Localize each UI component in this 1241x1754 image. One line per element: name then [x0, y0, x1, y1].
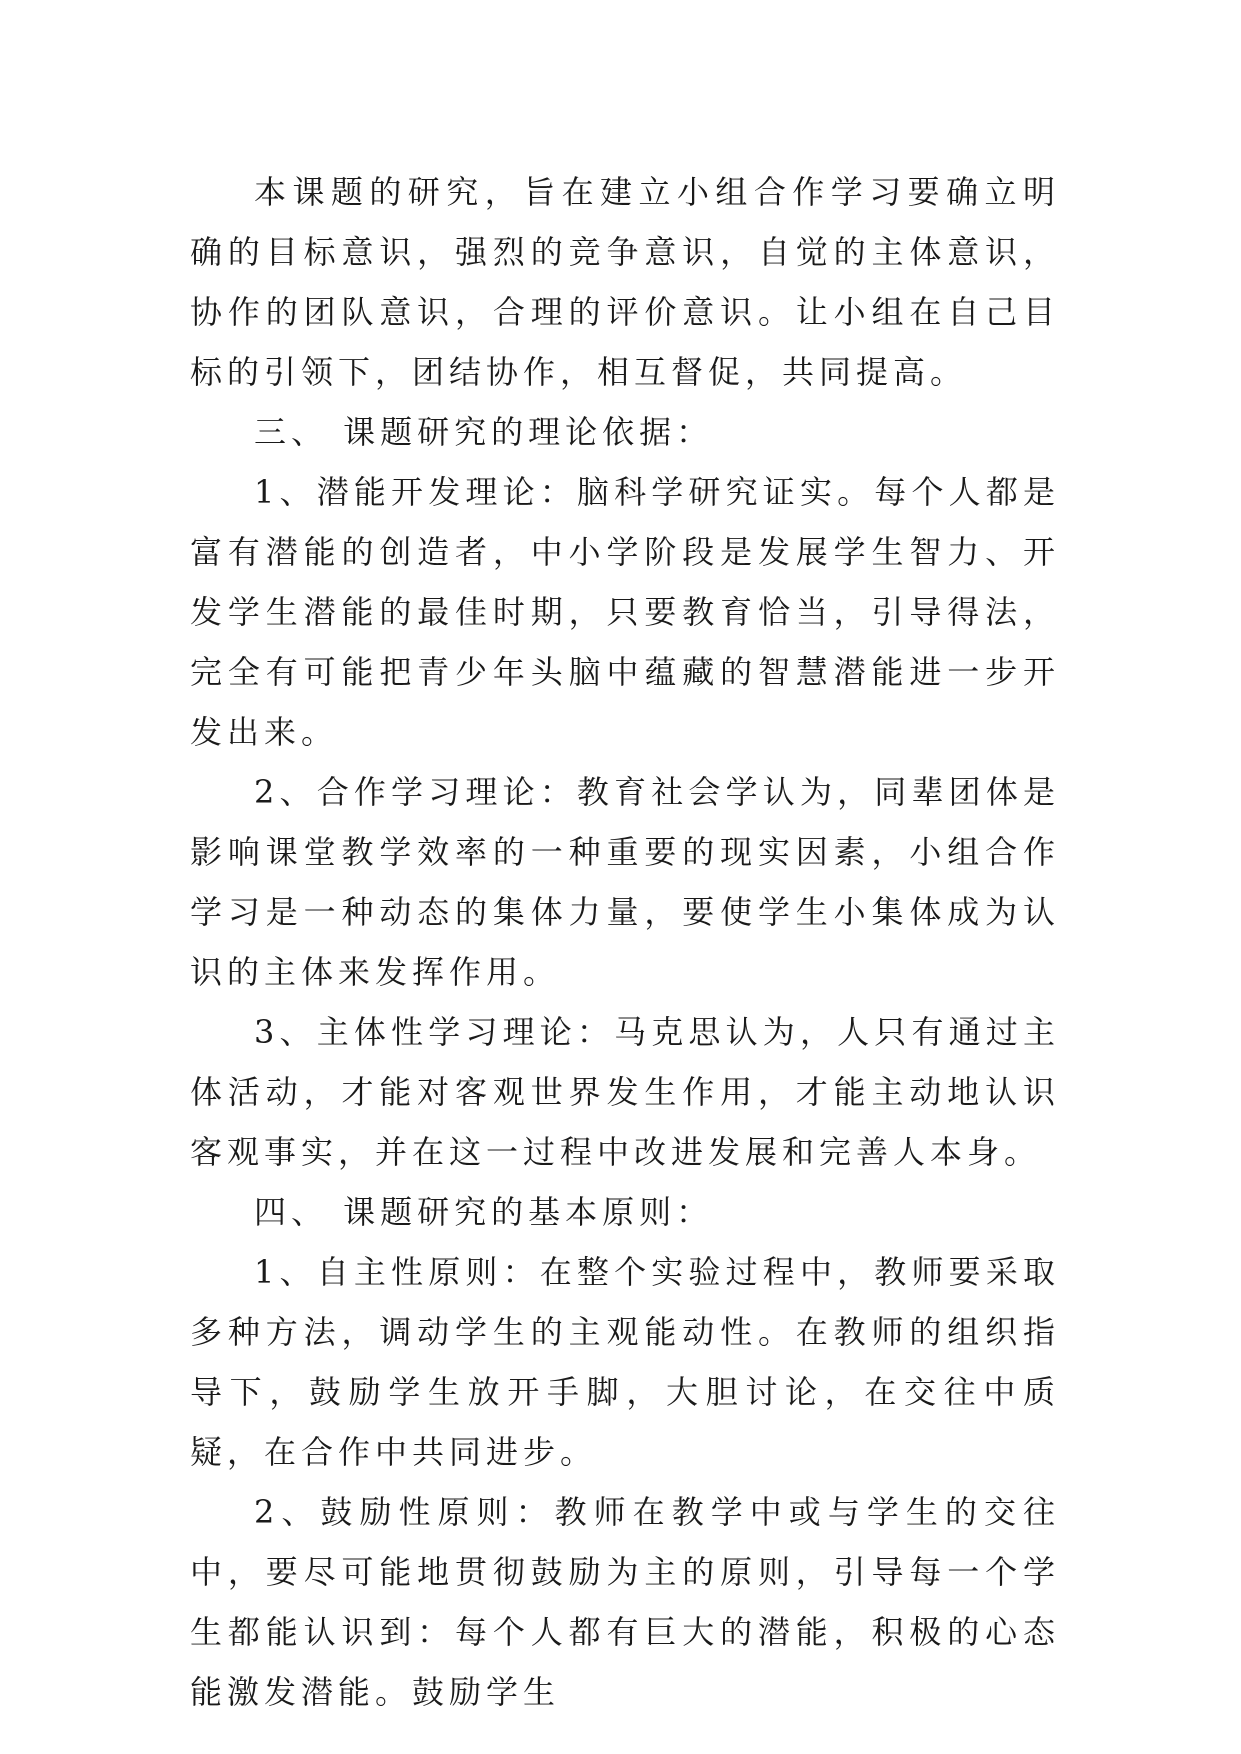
paragraph-encouragement-principle: 2、鼓励性原则：教师在教学中或与学生的交往中，要尽可能地贯彻鼓励为主的原则，引导每一个学生都能认识到：每个人都有巨大的潜能，积极的心态能激发潜能。鼓励学生	[190, 1493, 1060, 1711]
section-heading-basic-principles: 四、 课题研究的基本原则：	[254, 1193, 714, 1231]
paragraph-research-aim: 本课题的研究，旨在建立小组合作学习要确立明确的目标意识，强烈的竞争意识，自觉的主体意识，协作的团队意识，合理的评价意识。让小组在自己目标的引领下，团结协作，相互督促，共同提高。	[190, 173, 1060, 391]
section-heading-theory-basis: 三、 课题研究的理论依据：	[254, 413, 714, 451]
paragraph-subjectivity-theory: 3、主体性学习理论：马克思认为，人只有通过主体活动，才能对客观世界发生作用，才能主动地认识客观事实，并在这一过程中改进发展和完善人本身。	[190, 1013, 1060, 1171]
paragraph-autonomy-principle: 1、自主性原则：在整个实验过程中，教师要采取多种方法，调动学生的主观能动性。在教师的组织指导下，鼓励学生放开手脚，大胆讨论，在交往中质疑，在合作中共同进步。	[190, 1253, 1060, 1471]
document-body	[190, 162, 1060, 1722]
paragraph-cooperative-learning-theory: 2、合作学习理论：教育社会学认为，同辈团体是影响课堂教学效率的一种重要的现实因素，小组合作学习是一种动态的集体力量，要使学生小集体成为认识的主体来发挥作用。	[190, 773, 1060, 991]
paragraph-potential-theory: 1、潜能开发理论：脑科学研究证实。每个人都是富有潜能的创造者，中小学阶段是发展学生智力、开发学生潜能的最佳时期，只要教育恰当，引导得法，完全有可能把青少年头脑中蕴藏的智慧潜能进一步开发出来。	[190, 473, 1060, 751]
